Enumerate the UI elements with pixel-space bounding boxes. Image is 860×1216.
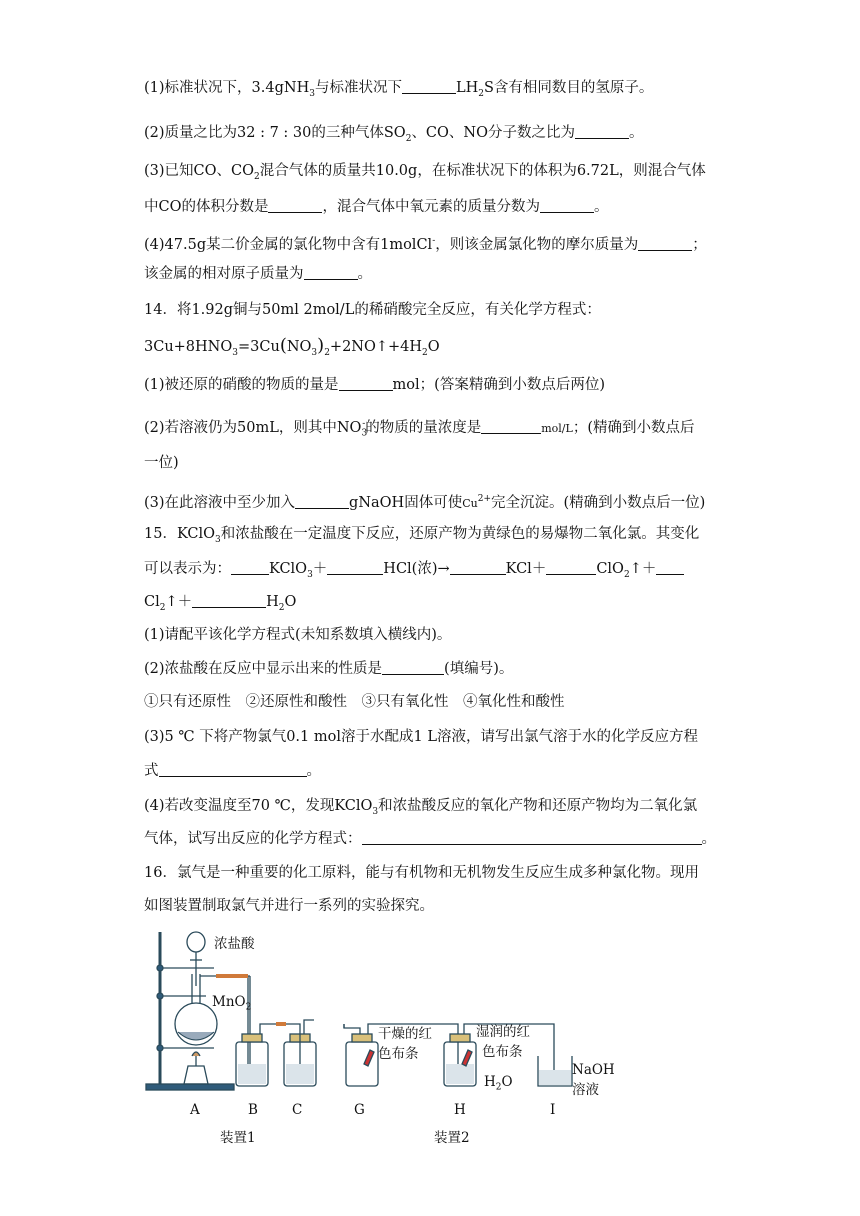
text: (2)浓盐酸在反应中显示出来的性质是 [144, 661, 383, 677]
text: ＋ [312, 561, 328, 577]
answer-blank[interactable] [231, 560, 269, 575]
text: KCl＋ [505, 561, 547, 577]
text: ； [692, 236, 707, 253]
label-c: C [292, 1102, 303, 1118]
text: HCl(浓)→ [383, 561, 450, 577]
subscript: 2 [478, 88, 484, 99]
stand-base [146, 1084, 234, 1090]
text: 。 [593, 199, 609, 215]
text: H [484, 1074, 496, 1090]
subscript: 2 [245, 1002, 252, 1013]
text: 混合气体的质量共10.0g，在标准状况下的体积为6.72L，则混合气体 [259, 163, 706, 179]
answer-blank[interactable] [546, 560, 596, 575]
text: 一位) [144, 455, 179, 471]
subscript: 3 [215, 534, 221, 545]
label-b: B [248, 1102, 258, 1118]
text: 色布条 [378, 1046, 419, 1062]
left-paren: ( [279, 335, 287, 356]
text: 与标准状况下 [314, 80, 402, 96]
answer-blank[interactable] [656, 560, 684, 575]
unit: mol/L [541, 421, 573, 435]
text: 如图装置制取氯气并进行一系列的实验探究。 [144, 898, 434, 914]
text: (3)5 ℃ 下将产物氯气0.1 mol溶于水配成1 L溶液，请写出氯气溶于水的化学反应方程 [144, 729, 698, 745]
q15-part2 [144, 659, 724, 679]
subscript: 2 [405, 133, 412, 144]
label-wet-cloth [476, 1020, 530, 1060]
answer-blank[interactable] [295, 494, 349, 509]
text: 气体，试写出反应的化学方程式： [144, 831, 362, 847]
subscript: 3 [372, 806, 379, 817]
text: 溶液 [572, 1082, 599, 1098]
separatory-funnel [187, 932, 205, 952]
text: 15．KClO [144, 526, 216, 542]
answer-blank[interactable] [304, 265, 358, 280]
text: 湿润的红 [476, 1024, 530, 1040]
text: 和浓盐酸在一定温度下反应，还原产物为黄绿色的易爆物二氧化氯。其变化 [220, 526, 700, 542]
text: (1)标准状况下，3.4gNH [144, 80, 310, 96]
label-a: A [190, 1102, 200, 1118]
q14-part2-line2 [144, 453, 724, 473]
subscript: 2 [422, 347, 428, 358]
subscript: 2 [495, 1082, 502, 1093]
text: =3Cu [238, 339, 280, 355]
text: ，则该金属氯化物的摩尔质量为 [435, 236, 639, 253]
answer-blank[interactable] [402, 79, 456, 94]
subscript: 3 [361, 428, 368, 439]
text: (填编号)。 [444, 661, 514, 677]
label-i: I [550, 1102, 556, 1118]
text: 。 [357, 266, 372, 282]
answer-blank[interactable] [481, 419, 541, 434]
answer-blank[interactable] [268, 198, 322, 213]
answer-blank[interactable] [339, 376, 393, 391]
text: (2)质量之比为32 : 7 : 30的三种气体SO [144, 125, 406, 141]
q15-intro-line2 [144, 559, 724, 585]
answer-blank[interactable] [159, 762, 307, 777]
subscript: 2 [324, 347, 330, 358]
text: 。 [306, 763, 321, 779]
label-naoh [572, 1062, 615, 1098]
q14-intro [144, 300, 724, 320]
apparatus-figure [140, 924, 620, 1154]
label-conc-hcl: 浓盐酸 [214, 936, 255, 952]
subscript: 3 [311, 347, 318, 358]
q16-intro-line1 [144, 863, 724, 883]
q13-part2 [144, 123, 724, 149]
text: 、CO、NO分子数之比为 [411, 125, 575, 141]
text: 16．氯气是一种重要的化工原料，能与有机物和无机物发生反应生成多种氯化物。现用 [144, 865, 699, 881]
text: (1)请配平该化学方程式(未知系数填入横线内)。 [144, 627, 452, 643]
answer-blank[interactable] [327, 560, 383, 575]
q15-part3-line2 [144, 761, 724, 781]
subscript: 2 [159, 602, 166, 613]
q16-intro-line2 [144, 896, 724, 916]
label-dry-cloth [378, 1022, 432, 1062]
bottle-g [346, 1042, 378, 1086]
superscript: - [432, 236, 436, 246]
text: 可以表示为： [144, 561, 231, 577]
text: Cu [462, 496, 478, 510]
text: ；(精确到小数点后 [572, 419, 695, 436]
q15-intro-line3 [144, 592, 724, 618]
q14-equation [144, 336, 724, 363]
q15-part4-line1 [144, 796, 724, 822]
answer-blank[interactable] [192, 593, 266, 608]
text: 式 [144, 763, 159, 779]
text: 干燥的红 [378, 1026, 432, 1042]
text: (4)47.5g某二价金属的氯化物中含有1molCl [144, 236, 433, 253]
text: Cl [144, 594, 160, 610]
answer-blank[interactable] [540, 198, 594, 213]
q15-intro-line1 [144, 524, 724, 550]
q13-part3-line1 [144, 161, 724, 187]
label-device-1: 装置1 [220, 1130, 256, 1146]
text: S含有相同数目的氢原子。 [483, 80, 654, 96]
label-device-2: 装置2 [434, 1130, 470, 1146]
answer-blank[interactable] [382, 660, 444, 675]
alcohol-lamp [184, 1066, 208, 1084]
text: ↑＋ [629, 561, 657, 577]
q15-part3-line1 [144, 727, 724, 747]
q15-part1 [144, 625, 724, 645]
q14-part2-line1 [144, 414, 724, 444]
subscript: 3 [232, 347, 238, 358]
text: 该金属的相对原子质量为 [144, 266, 304, 282]
text: (2)若溶液仍为50mL，则其中NO [144, 419, 362, 436]
text: ，混合气体中氧元素的质量分数为 [322, 199, 540, 215]
q14-part3 [144, 489, 724, 514]
q15-options [144, 692, 724, 712]
q13-part4-line2 [144, 264, 724, 284]
text: 14．将1.92g铜与50ml 2mol/L的稀硝酸完全反应，有关化学方程式： [144, 302, 601, 318]
q15-part4-line2 [144, 829, 724, 849]
text: (4)若改变温度至70 ℃，发现KClO [144, 798, 373, 814]
subscript: 3 [307, 569, 313, 580]
text: O [501, 1074, 513, 1090]
text: 色布条 [482, 1044, 523, 1060]
text: H [266, 594, 279, 610]
text: 。 [629, 125, 644, 141]
text: 完全沉淀。(精确到小数点后一位) [491, 494, 706, 511]
text: 。 [701, 831, 716, 847]
q13-part1 [144, 78, 724, 104]
right-paren: ) [317, 335, 325, 356]
text: 和浓盐酸反应的氧化产物和还原产物均为二氧化氯 [378, 798, 698, 814]
subscript: 3 [309, 88, 315, 99]
text: (3)在此溶液中至少加入 [144, 494, 296, 511]
q13-part3-line2 [144, 197, 724, 217]
label-g: G [354, 1102, 365, 1118]
text: O [427, 339, 440, 355]
text: NO [286, 339, 312, 355]
q14-part1 [144, 375, 724, 395]
superscript: 2+ [477, 494, 491, 504]
answer-blank[interactable] [575, 124, 629, 139]
text: O [284, 594, 297, 610]
text: (3)已知CO、CO [144, 163, 255, 179]
text: ClO [596, 561, 624, 577]
label-h: H [454, 1102, 466, 1118]
text: ↑＋ [165, 594, 193, 610]
subscript: 2 [278, 602, 285, 613]
label-mno2 [212, 994, 251, 1013]
subscript: 2 [623, 569, 630, 580]
text: 中CO的体积分数是 [144, 199, 269, 215]
text: 3Cu+8HNO [144, 339, 233, 355]
answer-blank[interactable] [362, 830, 702, 845]
text: (1)被还原的硝酸的物质的量是 [144, 377, 339, 393]
text: mol；(答案精确到小数点后两位) [392, 377, 605, 393]
text: gNaOH固体可使 [349, 494, 463, 511]
text: 的物质的量浓度是 [365, 419, 482, 436]
text: +2NO↑+4H [329, 339, 423, 355]
text: MnO [212, 994, 246, 1010]
answer-blank[interactable] [450, 560, 506, 575]
text: NaOH [572, 1062, 615, 1078]
q13-part4-line1 [144, 231, 724, 255]
text: KClO [269, 561, 308, 577]
superscript: - [362, 419, 366, 429]
text: LH [455, 80, 479, 96]
subscript: 2 [254, 171, 260, 182]
text: ①只有还原性 ②还原性和酸性 ③只有氧化性 ④氧化性和酸性 [144, 694, 565, 710]
answer-blank[interactable] [638, 236, 692, 251]
label-water [484, 1074, 513, 1093]
